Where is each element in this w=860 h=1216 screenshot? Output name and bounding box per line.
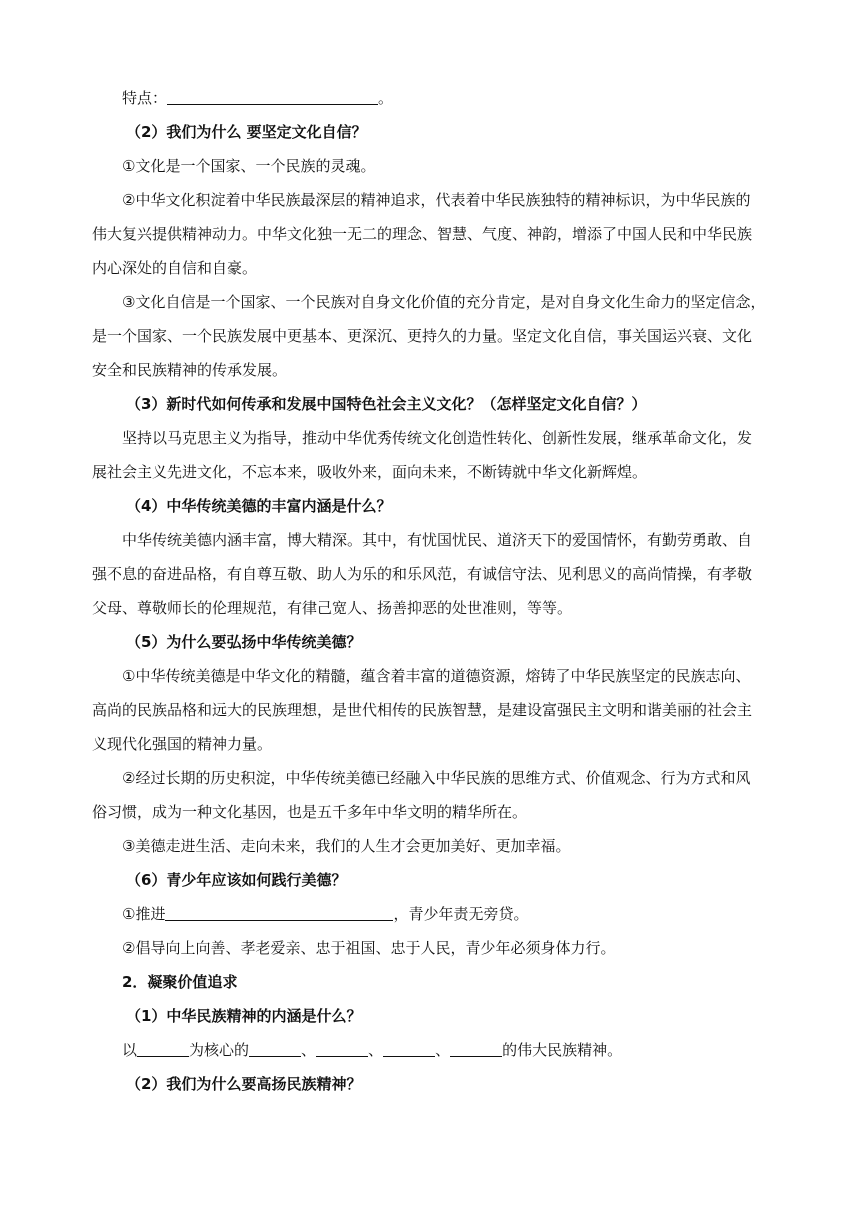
q2-paragraph-3-line-3: 安全和民族精神的传承发展。 xyxy=(92,361,288,379)
q4-title: （4）中华传统美德的丰富内涵是什么？ xyxy=(126,497,392,515)
answer-sep-3: 、 xyxy=(435,1041,451,1059)
q4-line-2: 强不息的奋进品格，有自尊互敬、助人为乐的和乐风范，有诚信守法、见利思义的高尚情操，有孝敬 xyxy=(92,565,753,583)
q5-paragraph-2-line-1: ②经过长期的历史积淀，中华传统美德已经融入中华民族的思维方式、价值观念、行为方式和风 xyxy=(122,769,751,787)
answer-sep-1: 、 xyxy=(301,1041,317,1059)
answer-sep-2: 、 xyxy=(368,1041,384,1059)
q3-line-2: 展社会主义先进文化，不忘本来，吸收外来，面向未来，不断铸就中华文化新辉煌。 xyxy=(92,463,648,481)
answer-blank-3 xyxy=(316,1041,368,1057)
q5-paragraph-1-line-1: ①中华传统美德是中华文化的精髓，蕴含着丰富的道德资源，熔铸了中华民族坚定的民族志向、 xyxy=(122,667,751,685)
q5-paragraph-2-line-2: 俗习惯，成为一种文化基因，也是五千多年中华文明的精华所在。 xyxy=(92,803,528,821)
answer-mid: 为核心的 xyxy=(189,1041,250,1059)
section-2-q2-title: （2）我们为什么要高扬民族精神？ xyxy=(126,1075,362,1093)
answer-blank-5 xyxy=(450,1041,502,1057)
answer-blank-4 xyxy=(383,1041,435,1057)
answer-blank-2 xyxy=(249,1041,301,1057)
q4-line-1: 中华传统美德内涵丰富，博大精深。其中，有忧国忧民、道济天下的爱国情怀，有勤劳勇敢、自 xyxy=(122,531,753,549)
q5-title: （5）为什么要弘扬中华传统美德？ xyxy=(126,633,362,651)
q2-paragraph-2-line-2: 伟大复兴提供精神动力。中华文化独一无二的理念、智慧、气度、神韵，增添了中国人民和中华民族 xyxy=(92,225,753,243)
q3-line-1: 坚持以马克思主义为指导，推动中华优秀传统文化创造性转化、创新性发展，继承革命文化，发 xyxy=(122,429,753,447)
q6-p1-blank xyxy=(165,905,393,921)
section-2-q1-answer xyxy=(0,1040,860,1060)
q6-paragraph-1 xyxy=(0,904,860,924)
q6-title: （6）青少年应该如何践行美德？ xyxy=(126,871,347,889)
section-2-q1-title: （1）中华民族精神的内涵是什么？ xyxy=(126,1007,362,1025)
q5-paragraph-1-line-3: 义现代化强国的精神力量。 xyxy=(92,735,273,753)
q6-p1-prefix: ①推进 xyxy=(122,905,166,923)
q5-paragraph-1-line-2: 高尚的民族品格和远大的民族理想，是世代相传的民族智慧，是建设富强民主文明和谐美丽的社会主 xyxy=(92,701,753,719)
features-line xyxy=(0,88,860,108)
q2-paragraph-3-line-1: ③文化自信是一个国家、一个民族对自身文化价值的充分肯定，是对自身文化生命力的坚定信念， xyxy=(122,293,766,311)
answer-suffix: 的伟大民族精神。 xyxy=(502,1041,623,1059)
q2-paragraph-2-line-1: ②中华文化积淀着中华民族最深层的精神追求，代表着中华民族独特的精神标识，为中华民族的 xyxy=(122,191,751,209)
section-2-title: 2．凝聚价值追求 xyxy=(122,973,238,991)
q5-paragraph-3: ③美德走进生活、走向未来，我们的人生才会更加美好、更加幸福。 xyxy=(122,837,571,855)
q2-paragraph-2-line-3: 内心深处的自信和自豪。 xyxy=(92,259,258,277)
answer-blank-1 xyxy=(137,1041,189,1057)
q2-title: （2）我们为什么 要坚定文化自信？ xyxy=(126,123,367,141)
features-label: 特点： xyxy=(122,89,168,107)
q6-paragraph-2: ②倡导向上向善、孝老爱亲、忠于祖国、忠于人民，青少年必须身体力行。 xyxy=(122,939,616,957)
answer-prefix: 以 xyxy=(122,1041,138,1059)
q6-p1-suffix: ，青少年责无旁贷。 xyxy=(393,905,529,923)
features-end: 。 xyxy=(378,89,394,107)
q2-paragraph-1: ①文化是一个国家、一个民族的灵魂。 xyxy=(122,157,376,175)
q4-line-3: 父母、尊敬师长的伦理规范，有律己宽人、扬善抑恶的处世准则，等等。 xyxy=(92,599,573,617)
features-blank xyxy=(167,89,378,105)
q3-title: （3）新时代如何传承和发展中国特色社会主义文化？（怎样坚定文化自信？） xyxy=(126,395,647,413)
q2-paragraph-3-line-2: 是一个国家、一个民族发展中更基本、更深沉、更持久的力量。坚定文化自信，事关国运兴衰、文化 xyxy=(92,327,753,345)
